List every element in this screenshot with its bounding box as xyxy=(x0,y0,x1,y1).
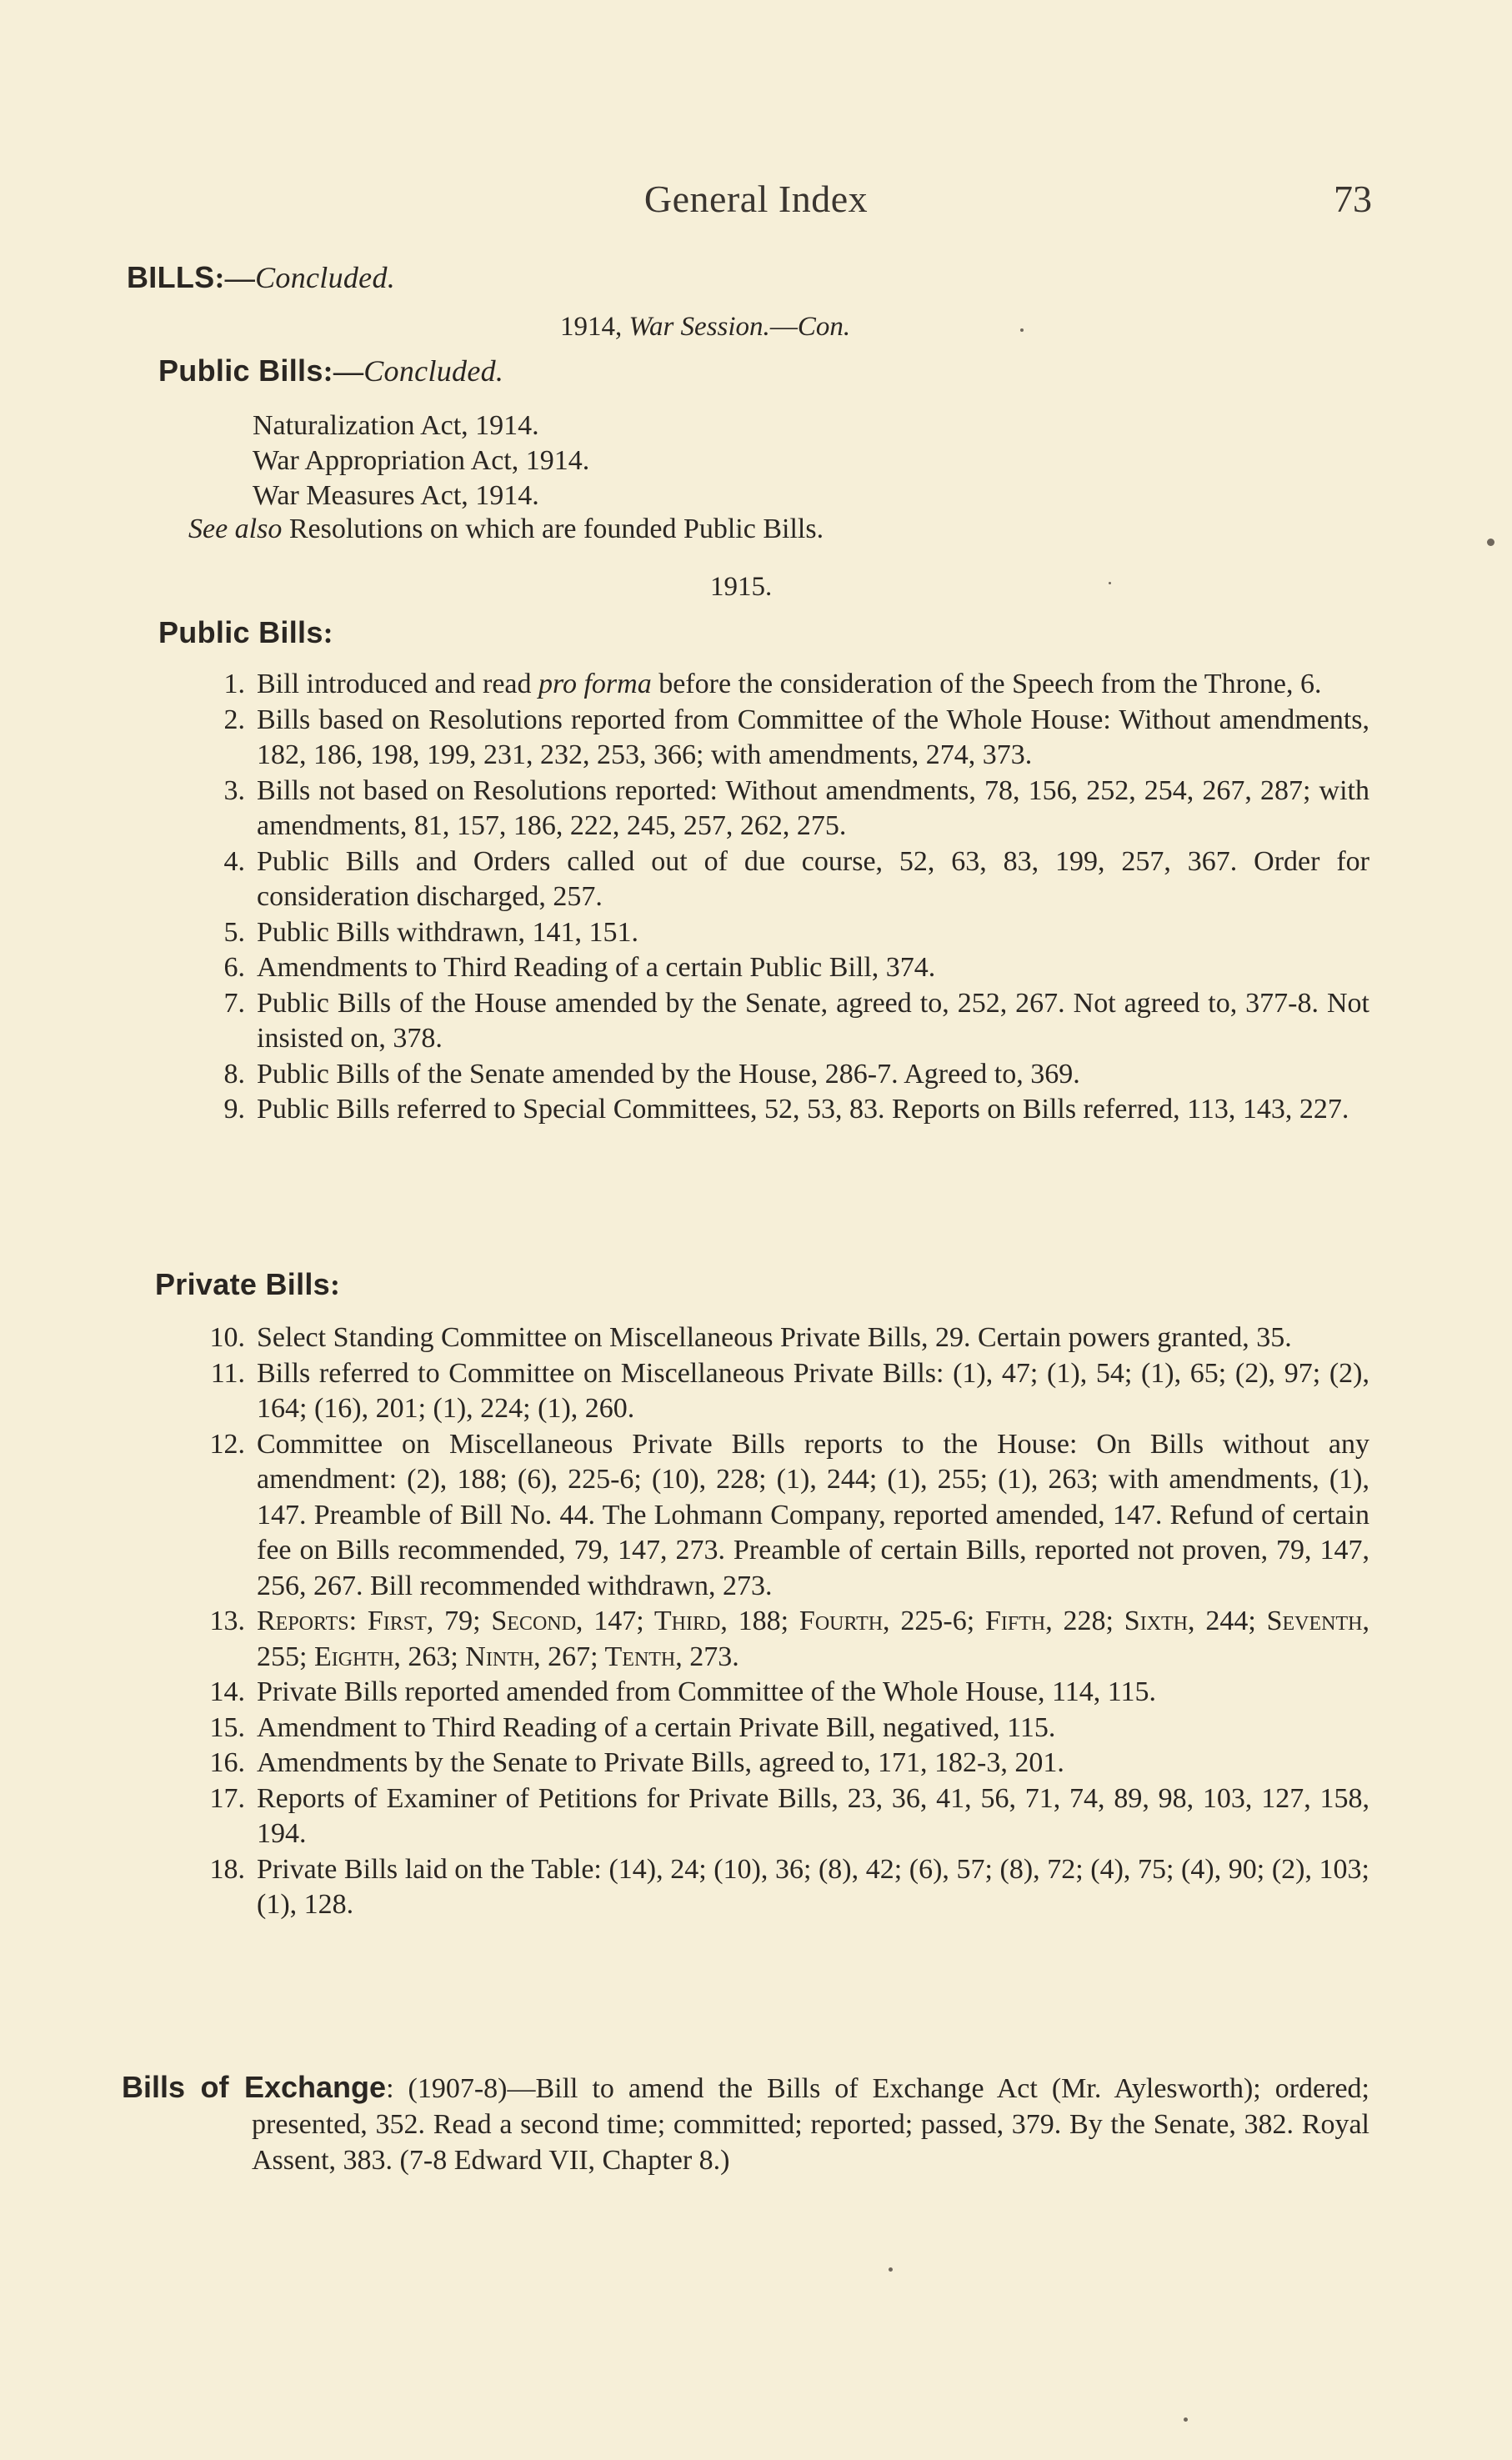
private-bills-list xyxy=(190,1320,1369,1923)
item-number: 9. xyxy=(223,1094,245,1125)
item-number: 18. xyxy=(209,1853,245,1885)
list-item xyxy=(190,1427,1369,1605)
item-text: Committee on Miscellaneous Private Bills reports to the House: On Bills without any amendment: (2), 188; (6), 225-6; (10), 228; (1), 244; (1), 255; (1), 263; with amendments, (1), 147. Preamble of Bill No. 44. The Lohmann Company, reported amended, 147. Refund of certain fee on Bills recommended, 79, 147, 273. Preamble of certain Bills, reported not proven, 79, 147, 256, 267. Bill recommended withdrawn, 273. xyxy=(257,1428,1369,1601)
war-session-year: 1914, xyxy=(560,312,623,342)
item-text: Amendments by the Senate to Private Bills, agreed to, 171, 182-3, 201. xyxy=(257,1747,1064,1778)
year-1915: 1915. xyxy=(710,572,773,602)
item-number: 4. xyxy=(223,845,245,877)
item-text: Select Standing Committee on Miscellaneous Private Bills, 29. Certain powers granted, 35. xyxy=(257,1322,1292,1353)
item-number: 1. xyxy=(223,669,245,699)
public-bills-list xyxy=(190,667,1369,1128)
item-text: Public Bills referred to Special Committees, 52, 53, 83. Reports on Bills referred, 113, 143, 227. xyxy=(257,1094,1349,1125)
bills-of-exchange-entry xyxy=(122,2069,1369,2178)
list-item xyxy=(190,1852,1369,1923)
list-item xyxy=(190,950,1369,986)
bills-concluded-heading: BILLS:—Concluded. xyxy=(127,260,396,294)
paper-speck xyxy=(889,2267,893,2272)
list-item xyxy=(190,667,1369,703)
list-item xyxy=(190,1675,1369,1711)
list-item xyxy=(190,1057,1369,1093)
public-bills-concluded-heading: Public Bills:—Concluded. xyxy=(158,353,504,388)
list-item xyxy=(190,1711,1369,1746)
item-text: Bills referred to Committee on Miscellaneous Private Bills: (1), 47; (1), 54; (1), 65; (2), 97; (2), 164; (16), 201; (1), 224; (1), 260. xyxy=(257,1357,1369,1424)
item-text: Private Bills reported amended from Committee of the Whole House, 114, 115. xyxy=(257,1676,1156,1707)
item-number: 16. xyxy=(209,1747,245,1778)
item-text: Bill introduced and read pro forma before the consideration of the Speech from the Throne, 6. xyxy=(257,669,1322,699)
list-item xyxy=(190,915,1369,951)
item-number: 17. xyxy=(209,1782,245,1814)
item-number: 13. xyxy=(209,1606,245,1636)
public-bills-heading: Public Bills: xyxy=(158,615,333,649)
list-item xyxy=(190,844,1369,915)
list-item xyxy=(190,1356,1369,1427)
item-text: Private Bills laid on the Table: (14), 24; (10), 36; (8), 42; (6), 57; (8), 72; (4), 75; (4), 90; (2), 103; (1), 128. xyxy=(257,1853,1369,1920)
public-bills-concluded-suffix: Concluded. xyxy=(363,354,504,388)
page-title: General Index xyxy=(643,178,869,220)
item-text: Public Bills withdrawn, 141, 151. xyxy=(257,916,639,948)
list-item xyxy=(190,1781,1369,1852)
list-item xyxy=(190,774,1369,844)
item-number: 10. xyxy=(209,1322,245,1353)
item-number: 3. xyxy=(223,774,245,806)
list-item xyxy=(190,1092,1369,1128)
item-number: 8. xyxy=(223,1058,245,1090)
list-item xyxy=(190,1320,1369,1356)
acts-1914-list xyxy=(253,408,589,514)
item-text: Public Bills of the House amended by the Senate, agreed to, 252, 267. Not agreed to, 377-8. Not insisted on, 378. xyxy=(257,987,1369,1054)
item-text: Public Bills and Orders called out of due course, 52, 63, 83, 199, 257, 367. Order for consideration discharged, 257. xyxy=(257,845,1369,912)
paper-speck xyxy=(1020,328,1024,332)
list-item xyxy=(190,986,1369,1057)
item-number: 14. xyxy=(209,1676,245,1707)
see-also-text: Resolutions on which are founded Public Bills. xyxy=(288,514,824,544)
item-number: 15. xyxy=(209,1711,245,1743)
war-session-label: War Session. xyxy=(628,312,770,342)
item-text: Amendments to Third Reading of a certain Public Bill, 374. xyxy=(257,952,936,983)
paper-speck xyxy=(1487,539,1494,546)
item-text: Reports of Examiner of Petitions for Private Bills, 23, 36, 41, 56, 71, 74, 89, 98, 103, 127, 158, 194. xyxy=(257,1782,1369,1849)
public-bills-label: Public Bills xyxy=(158,353,323,388)
act-line: War Appropriation Act, 1914. xyxy=(253,445,590,476)
item-number: 2. xyxy=(223,704,245,735)
item-number: 12. xyxy=(209,1428,245,1460)
item-number: 6. xyxy=(223,952,245,983)
list-item xyxy=(190,1604,1369,1675)
bills-of-exchange-paragraph: Bills of Exchange: (1907-8)—Bill to amend the Bills of Exchange Act (Mr. Aylesworth); ordered; presented, 352. Read a second time; committed; reported; passed, 379. By the Senate, 382. Royal Assent, 383. (7-8 Edward VII, Chapter 8.) xyxy=(122,2070,1370,2176)
list-item xyxy=(190,703,1369,774)
item-text: Reports: First, 79; Second, 147; Third, 188; Fourth, 225-6; Fifth, 228; Sixth, 244; Seventh, 255; Eighth, 263; Ninth, 267; Tenth, 273. xyxy=(257,1606,1369,1672)
item-text: Public Bills of the Senate amended by the House, 286-7. Agreed to, 369. xyxy=(257,1058,1080,1090)
see-also-line xyxy=(188,514,824,545)
act-line: Naturalization Act, 1914. xyxy=(253,410,539,441)
paper-speck xyxy=(1109,582,1111,584)
private-bills-heading: Private Bills: xyxy=(155,1267,341,1301)
bills-concluded-suffix: Concluded. xyxy=(255,261,396,294)
item-number: 11. xyxy=(210,1357,245,1389)
act-line: War Measures Act, 1914. xyxy=(253,480,539,511)
item-text: Bills based on Resolutions reported from Committee of the Whole House: Without amendments, 182, 186, 198, 199, 231, 232, 253, 366; with amendments, 274, 373. xyxy=(257,704,1369,770)
item-number: 5. xyxy=(223,916,245,948)
bills-of-exchange-label: Bills of Exchange xyxy=(122,2070,387,2104)
list-item xyxy=(190,1746,1369,1781)
page-number: 73 xyxy=(1334,178,1372,220)
bills-label: BILLS xyxy=(127,260,215,294)
item-text: Amendment to Third Reading of a certain Private Bill, negatived, 115. xyxy=(257,1711,1056,1743)
see-also-prefix: See also xyxy=(188,514,283,544)
item-text: Bills not based on Resolutions reported: Without amendments, 78, 156, 252, 254, 267, 287; with amendments, 81, 157, 186, 222, 245, 257, 262, 275. xyxy=(257,774,1369,841)
bills-of-exchange-text: (1907-8)—Bill to amend the Bills of Exchange Act (Mr. Aylesworth); ordered; presented, 352. Read a second time; committed; reported; passed, 379. By the Senate, 382. Royal Assent, 383. (7-8 Edward VII, Chapter 8.) xyxy=(252,2073,1370,2176)
item-number: 7. xyxy=(223,987,245,1019)
war-session-suffix: Con. xyxy=(797,312,851,342)
paper-speck xyxy=(1184,2417,1188,2422)
war-session-line: 1914, War Session.—Con. xyxy=(560,312,851,342)
